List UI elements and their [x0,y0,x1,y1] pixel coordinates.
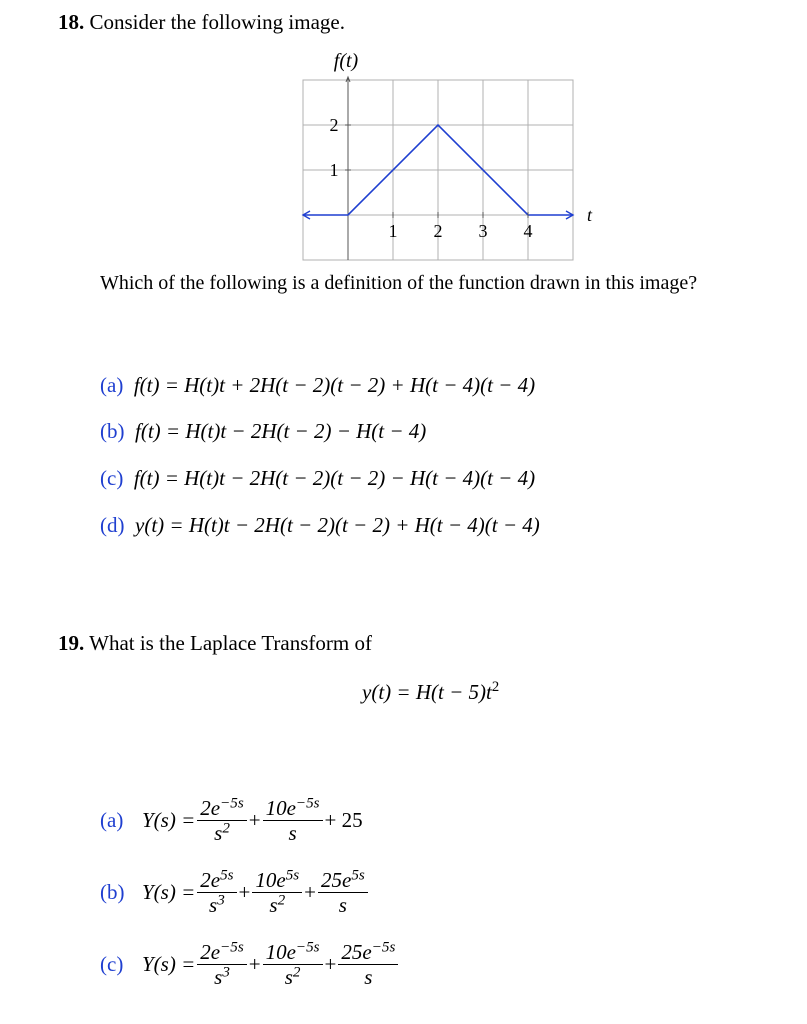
q18-option-a-text: f(t) = H(t)t + 2H(t − 2)(t − 2) + H(t − 4)(t − 4) [133,373,536,397]
q18-number: 18. [58,10,85,34]
q19-option-c-term3 [338,940,398,989]
q19-option-c[interactable] [100,940,400,989]
q19-option-a-term1 [197,796,246,845]
q18-option-c-label: (c) [100,466,124,490]
q19-prompt: What is the Laplace Transform of [89,631,372,655]
q19-c-op1: + [248,952,261,977]
q18-option-d-label: (d) [100,513,125,537]
q19-b-t2-num-exp: 5s [285,867,300,884]
q19-c-t1-num-exp: −5s [220,939,244,956]
q19-b-t2-den-exp: 2 [277,892,286,909]
q18-option-c[interactable] [100,466,535,491]
q19-c-t2-num: 10e [265,940,296,964]
q18-question: Which of the following is a definition of the function drawn in this image? [100,272,698,294]
q19-c-t1-den: s [214,965,223,990]
q18-header [58,10,345,35]
q19-a-t2-num: 10e [265,796,296,820]
q19-equation-lhs: y(t) [362,680,392,704]
q19-a-t2-den: s [288,821,297,846]
q19-option-a-label: (a) [100,808,124,833]
y-tick-label: 1 [329,160,339,180]
q19-number: 19. [58,631,85,655]
q19-c-t2-den: s [284,965,293,990]
q19-b-t1-den-exp: 3 [217,892,225,909]
q19-c-t3-den: s [364,965,373,990]
q19-option-b-term2 [252,868,302,917]
q19-option-c-lhs: Y(s) = [142,952,196,977]
q19-b-t3-num: 25e [320,868,352,892]
q19-option-a[interactable] [100,796,363,845]
q18-prompt: Consider the following image. [89,10,345,34]
q19-header [58,631,372,656]
q19-a-t1-num-exp: −5s [220,795,244,812]
q18-option-b-text: f(t) = H(t)t − 2H(t − 2) − H(t − 4) [135,419,427,443]
q18-option-d-text: y(t) = H(t)t − 2H(t − 2)(t − 2) + H(t − 4)(t − 4) [135,513,540,537]
y-axis-title: f(t) [333,50,359,72]
x-tick-label: 1 [388,221,398,241]
q19-option-c-term2 [263,940,323,989]
q19-b-t1-num: 2e [200,868,221,892]
q19-option-b-term3 [318,868,368,917]
q19-option-b-label: (b) [100,880,125,905]
q19-c-op2: + [324,952,337,977]
q19-equation [362,680,499,705]
q19-c-t3-num-exp: −5s [371,939,396,956]
q19-b-t1-den: s [209,893,218,918]
q19-c-t1-den-exp: 3 [222,964,230,981]
q19-a-op1: + [248,808,261,833]
x-tick-label: 3 [478,221,488,241]
q19-c-t3-num: 25e [341,940,372,964]
q19-a-t1-den: s [214,821,223,846]
q19-c-t2-den-exp: 2 [292,964,301,981]
q19-equation-rhs: = H(t − 5)t [396,680,492,704]
q19-b-op2: + [304,880,316,905]
function-graph [290,45,600,265]
q19-c-t1-num: 2e [200,940,221,964]
q18-option-b-label: (b) [100,419,125,443]
q18-option-a[interactable] [100,373,535,398]
q18-option-b[interactable] [100,419,426,444]
q19-b-t3-den: s [338,893,347,918]
q19-b-op1: + [238,880,251,905]
x-axis-label: t [587,205,593,225]
q19-option-a-lhs: Y(s) = [142,808,196,833]
y-tick-label: 2 [329,115,339,135]
q19-b-t2-num: 10e [255,868,286,892]
q18-option-c-text: f(t) = H(t)t − 2H(t − 2)(t − 2) − H(t − 4)(t − 4) [133,466,536,490]
q19-b-t1-num-exp: 5s [220,867,234,884]
x-tick-label: 4 [523,221,533,241]
q19-option-c-label: (c) [100,952,124,977]
x-tick-label: 2 [433,221,443,241]
q19-option-b-term1 [197,868,236,917]
q19-option-b-lhs: Y(s) = [142,880,196,905]
q19-option-b[interactable] [100,868,370,917]
q19-b-t3-num-exp: 5s [351,867,365,884]
q18-option-a-label: (a) [100,373,124,397]
q19-option-c-term1 [197,940,246,989]
q19-b-t2-den: s [269,893,278,918]
q19-a-t2-num-exp: −5s [295,795,320,812]
q18-option-d[interactable] [100,513,540,538]
q19-option-a-term2 [263,796,323,845]
q19-c-t2-num-exp: −5s [295,939,320,956]
q19-equation-exponent: 2 [491,679,500,695]
q19-a-t1-num: 2e [200,796,221,820]
q19-a-tail: + 25 [324,808,363,833]
q19-a-t1-den-exp: 2 [222,820,230,837]
